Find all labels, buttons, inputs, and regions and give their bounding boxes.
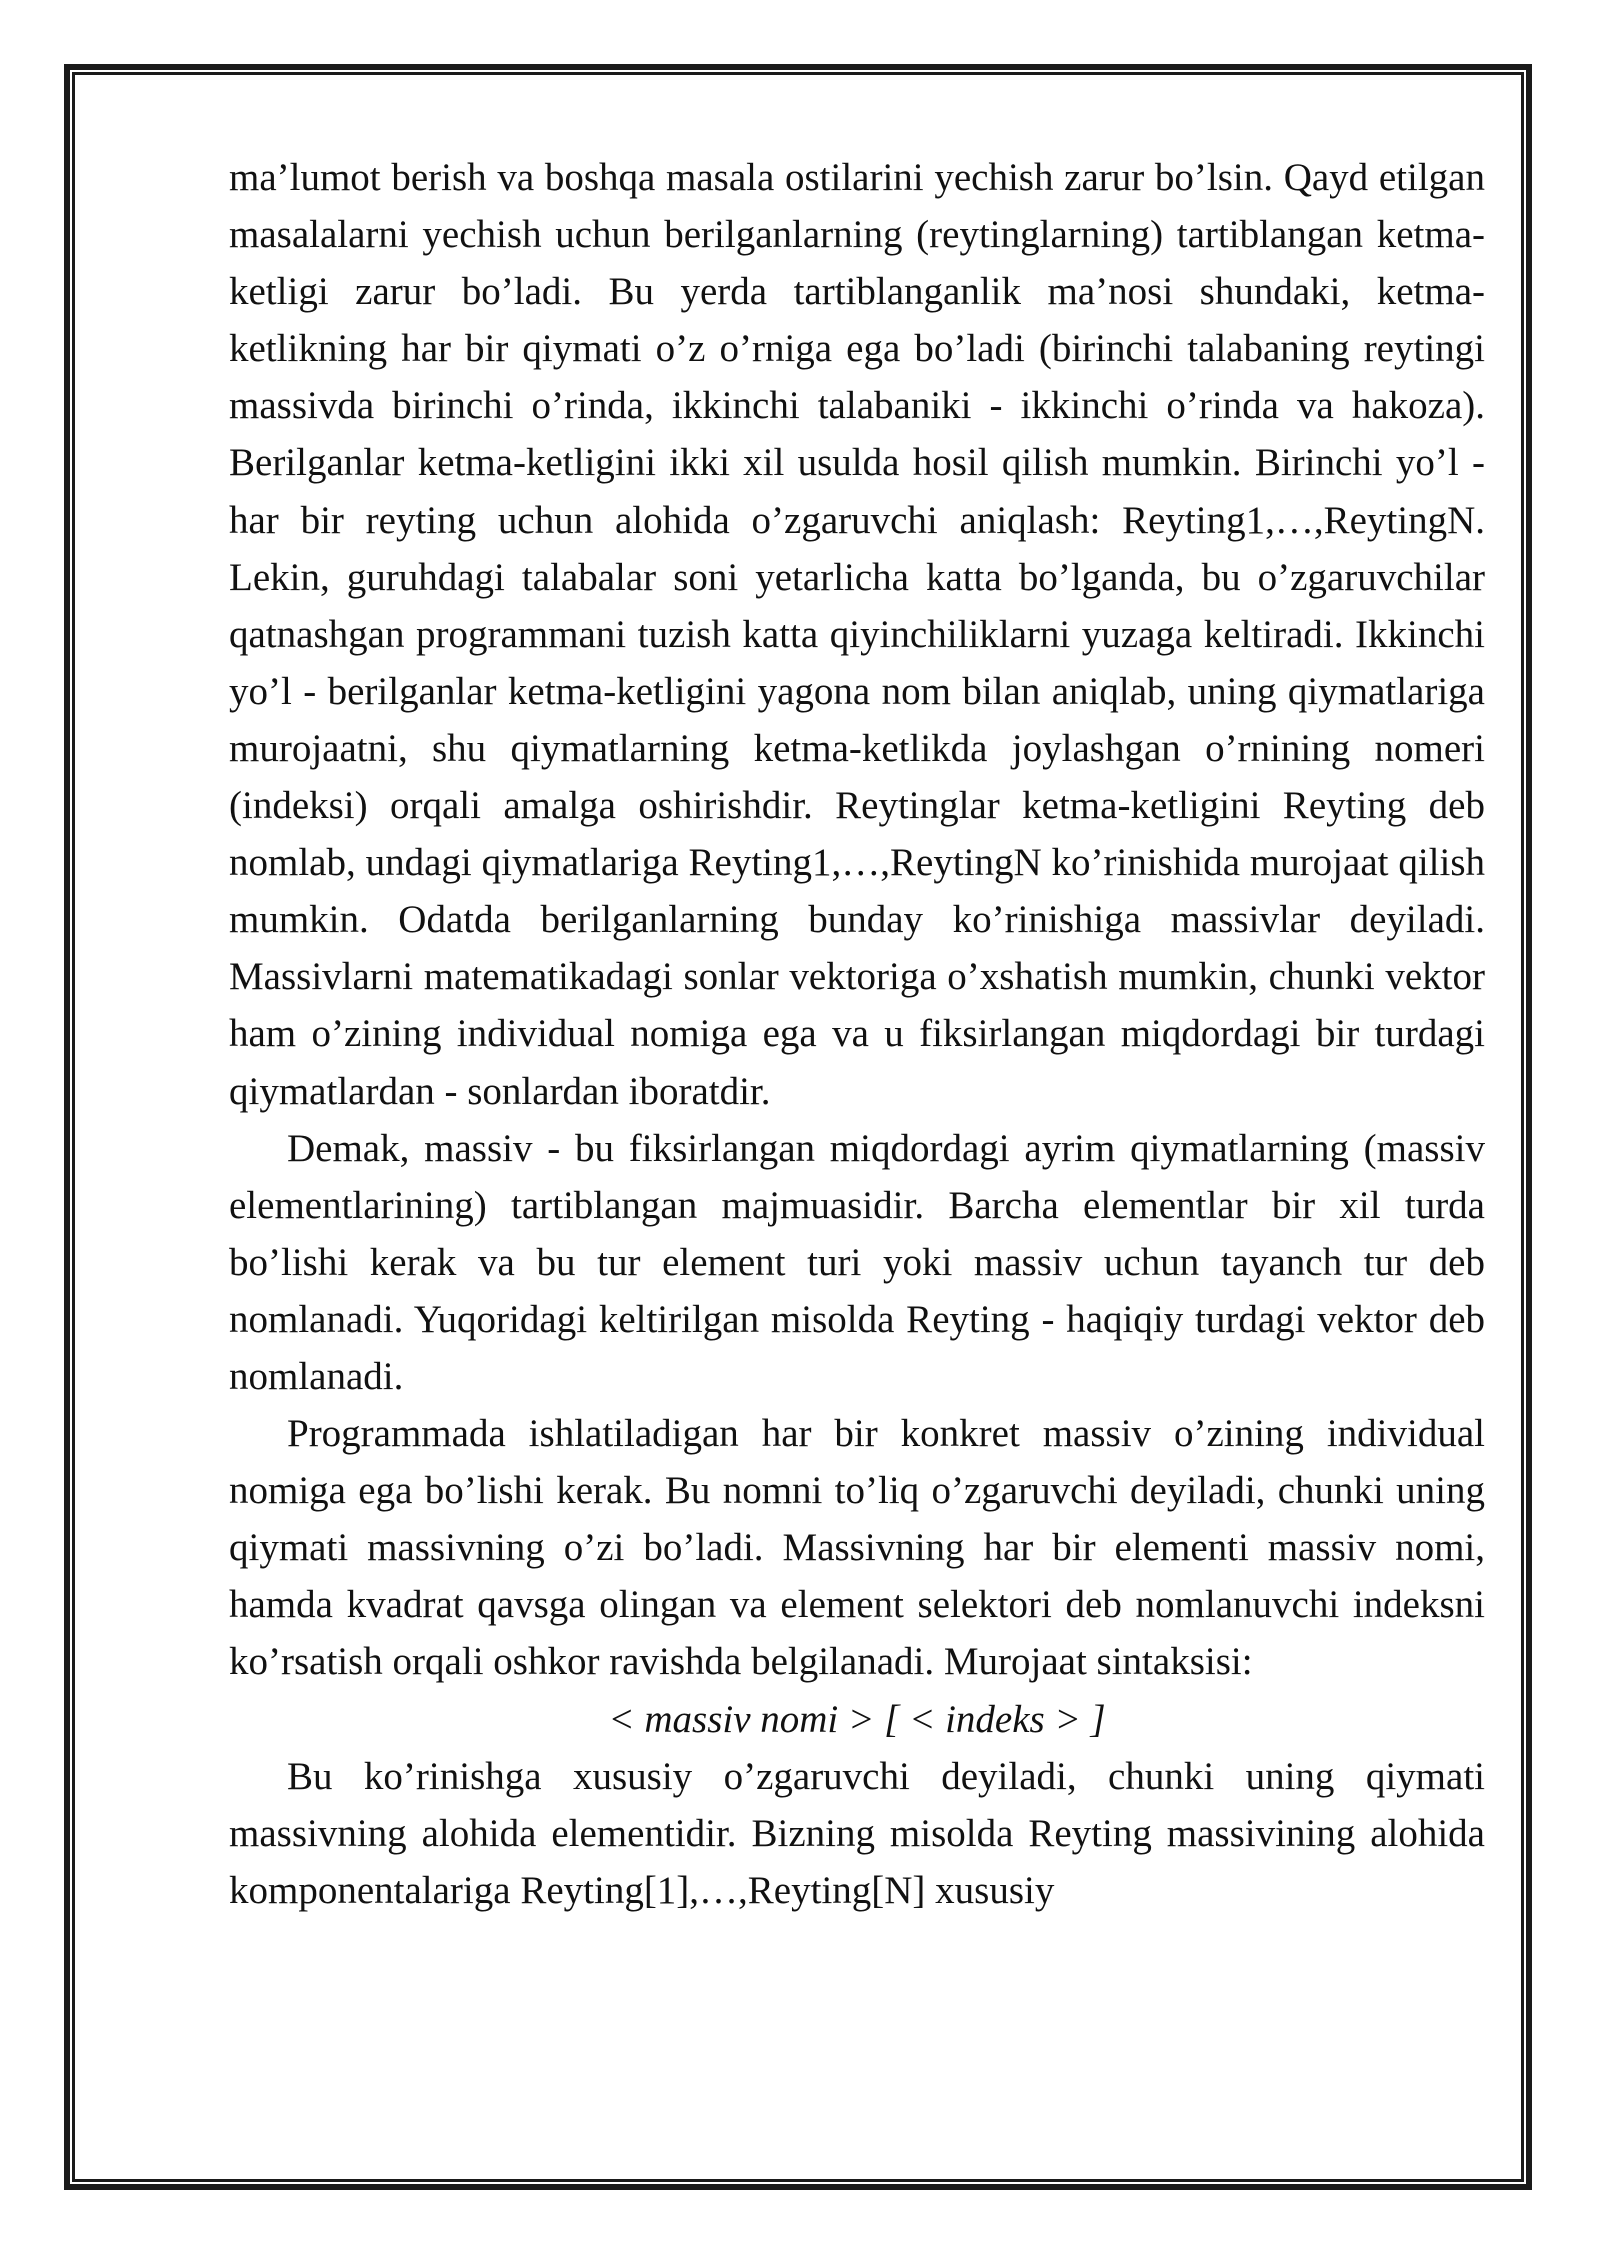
paragraph-massiv-naming: Programmada ishlatiladigan har bir konkret massiv o’zining individual nomiga ega bo’lishi kerak. Bu nomni to’liq o’zgaruvchi deyiladi, chunki uning qiymati massivning o’zi bo’ladi. Massivning har bir elementi massiv nomi, hamda kvadrat qavsga olingan va element selektori deb nomlanuvchi indeksni ko’rsatish orqali oshkor ravishda belgilanadi. Murojaat sintaksisi: xyxy=(229,1412,1485,1684)
paragraph-private-variable: Bu ko’rinishga xususiy o’zgaruvchi deyiladi, chunki uning qiymati massivning alohida elementidir. Bizning misolda Reyting massivining alohida komponentalariga Reyting[1],…,Reyting[N] xususiy xyxy=(229,1754,1485,1912)
access-syntax-formula: < massiv nomi > [ < indeks > ] xyxy=(608,1697,1106,1741)
document-body xyxy=(229,149,1485,1919)
paragraph-intro: ma’lumot berish va boshqa masala ostilarini yechish zarur bo’lsin. Qayd etilgan masalalarni yechish uchun berilganlarning (reytinglarning) tartiblangan ketma-ketligi zarur bo’ladi. Bu yerda tartiblanganlik ma’nosi shundaki, ketma-ketlikning har bir qiymati o’z o’rniga ega bo’ladi (birinchi talabaning reytingi massivda birinchi o’rinda, ikkinchi talabaniki - ikkinchi o’rinda va hakoza). Berilganlar ketma-ketligini ikki xil usulda hosil qilish mumkin. Birinchi yo’l - har bir reyting uchun alohida o’zgaruvchi aniqlash: Reyting1,…,ReytingN. Lekin, guruhdagi talabalar soni yetarlicha katta bo’lganda, bu o’zgaruvchilar qatnashgan programmani tuzish katta qiyinchiliklarni yuzaga keltiradi. Ikkinchi yo’l - berilganlar ketma-ketligini yagona nom bilan aniqlab, uning qiymatlariga murojaatni, shu qiymatlarning ketma-ketlikda joylashgan o’rnining nomeri (indeksi) orqali amalga oshirishdir. Reytinglar ketma-ketligini Reyting deb nomlab, undagi qiymatlariga Reyting1,…,ReytingN ko’rinishida murojaat qilish mumkin. Odatda berilganlarning bunday ko’rinishiga massivlar deyiladi. Massivlarni matematikadagi sonlar vektoriga o’xshatish mumkin, chunki vektor ham o’zining individual nomiga ega va u fiksirlangan miqdordagi bir turdagi qiymatlardan - sonlardan iboratdir. xyxy=(229,156,1485,1113)
paragraph-massiv-definition: Demak, massiv - bu fiksirlangan miqdordagi ayrim qiymatlarning (massiv elementlarining) tartiblangan majmuasidir. Barcha elementlar bir xil turda bo’lishi kerak va bu tur element turi yoki massiv uchun tayanch tur deb nomlanadi. Yuqoridagi keltirilgan misolda Reyting - haqiqiy turdagi vektor deb nomlanadi. xyxy=(229,1126,1485,1398)
